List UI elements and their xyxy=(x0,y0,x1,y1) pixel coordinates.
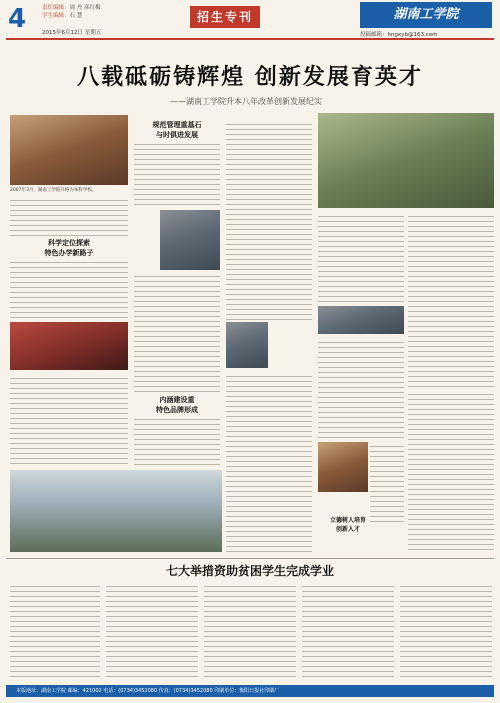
section-banner: 招生专刊 xyxy=(190,6,260,28)
header-divider xyxy=(6,38,494,40)
photo-ceremony xyxy=(10,115,128,185)
article-text-col1a xyxy=(10,196,128,236)
article-text-col3a xyxy=(226,120,312,320)
bottom-text-1 xyxy=(10,582,100,680)
bottom-text-5 xyxy=(400,582,492,680)
article-text-col4c xyxy=(370,442,404,522)
section-title-1: 规范管理重基石 与时俱进发展 xyxy=(152,121,202,139)
photo-workshop xyxy=(318,442,368,492)
section-divider xyxy=(6,558,494,559)
bottom-text-3 xyxy=(204,582,296,680)
photo-classroom xyxy=(160,210,220,270)
photo-auditorium xyxy=(10,322,128,370)
issue-date: 2015年6月12日 星期五 xyxy=(42,30,102,36)
photo-campus-building xyxy=(318,306,404,334)
article-text-col1c xyxy=(10,374,128,466)
photo-graduation xyxy=(10,470,222,552)
masthead-logo: 湖南工学院 xyxy=(360,2,492,28)
page-footer: 本版地址：湖南工学院 邮编：421002 电话：(0734)3452080 传真：(0734)3452080 印刷单位：衡阳日报社印刷厂 xyxy=(6,685,494,697)
main-subheadline: ——湖南工学院升本八年改革创新发展纪实 xyxy=(170,97,322,106)
photo-leaders-visit xyxy=(318,113,494,208)
article-text-col3b xyxy=(226,372,312,552)
bottom-headline: 七大举措资助贫困学生完成学业 xyxy=(165,564,334,578)
page-number: 4 xyxy=(8,4,27,34)
page-header xyxy=(0,0,500,46)
bottom-text-2 xyxy=(106,582,198,680)
photo-students xyxy=(226,322,268,368)
article-text-col5a xyxy=(408,212,494,387)
caption-ceremony: 2007年3月，湖南工学院升格为本科学校。 xyxy=(10,188,97,193)
article-text-col2b xyxy=(134,272,220,392)
article-text-col5b xyxy=(408,390,494,552)
section-title-2: 科学定位探索 特色办学新路子 xyxy=(44,239,94,257)
article-text-col4a xyxy=(318,212,404,302)
editor-info: 责任编辑：周 丹 彦红梅 学生编辑：石 慧 xyxy=(42,5,101,19)
contact-email: 投稿邮箱：hngxyb@163.com xyxy=(360,32,438,38)
section-title-3: 内涵建设重 特色品牌形成 xyxy=(156,396,198,414)
bottom-text-4 xyxy=(302,582,394,680)
article-text-col2c xyxy=(134,415,220,467)
article-text-col1b xyxy=(10,258,128,320)
main-headline: 八载砥砺铸辉煌 创新发展育英才 xyxy=(77,64,423,90)
article-text-col4b xyxy=(318,338,404,438)
section-title-4: 立德树人培育 创新人才 xyxy=(329,517,366,533)
article-text-col2a xyxy=(134,140,220,208)
